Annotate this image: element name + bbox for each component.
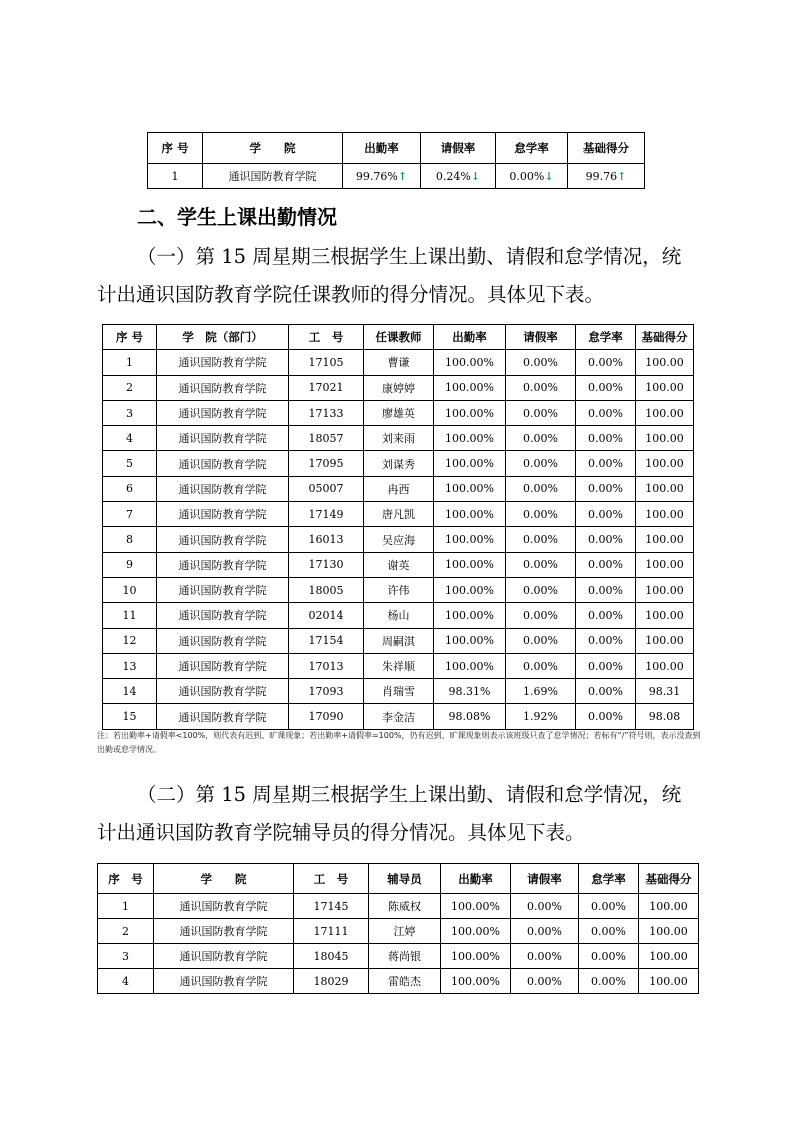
header-cell: 怠学率 bbox=[496, 133, 568, 164]
table-row bbox=[103, 679, 694, 704]
table-cell: 通识国防教育学院 bbox=[157, 603, 289, 628]
table-cell: 冉西 bbox=[364, 476, 434, 501]
table-cell: 5 bbox=[103, 451, 157, 476]
header-cell: 工 号 bbox=[294, 864, 369, 894]
table-cell: 通识国防教育学院 bbox=[157, 375, 289, 400]
table-cell: 8 bbox=[103, 527, 157, 552]
table-cell: 0.00% bbox=[576, 451, 636, 476]
table-cell: 通识国防教育学院 bbox=[157, 577, 289, 602]
table-cell: 14 bbox=[103, 679, 157, 704]
table-cell: 周嗣淇 bbox=[364, 628, 434, 653]
table-cell: 100.00 bbox=[639, 894, 699, 919]
table-row bbox=[103, 451, 694, 476]
table-cell: 100.00 bbox=[636, 375, 694, 400]
table-row bbox=[103, 628, 694, 653]
table-cell: 18029 bbox=[294, 969, 369, 994]
table-cell: 0.00% bbox=[576, 375, 636, 400]
header-cell: 出勤率 bbox=[441, 864, 511, 894]
table-cell: 通识国防教育学院 bbox=[157, 502, 289, 527]
table-cell: 0.00% bbox=[576, 527, 636, 552]
table-cell: 18005 bbox=[289, 577, 364, 602]
paragraph-text: （一）第 15 周星期三根据学生上课出勤、请假和怠学情况，统计出通识国防教育学院任课教师的得分情况。具体见下表。 bbox=[97, 245, 682, 306]
table-row bbox=[103, 653, 694, 678]
table-cell: 通识国防教育学院 bbox=[157, 350, 289, 375]
paragraph-counselors bbox=[97, 776, 697, 852]
header-cell: 请假率 bbox=[511, 864, 579, 894]
table-cell: 100.00% bbox=[441, 969, 511, 994]
table-header-row bbox=[148, 133, 645, 164]
footnote: 注：若出勤率+请假率<100%，则代表有迟到、旷课现象；若出勤率+请假率=100%，仍有迟到、旷课现象则表示该班级只查了怠学情况；若标有“/”符号则，表示没查到出勤或怠学情况。 bbox=[97, 731, 701, 754]
table-cell: 陈威权 bbox=[369, 894, 441, 919]
college-summary-table bbox=[147, 132, 645, 189]
table-cell: 15 bbox=[103, 704, 157, 729]
table-cell: 0.00% bbox=[511, 944, 579, 969]
table-cell: 100.00 bbox=[636, 552, 694, 577]
table-cell: 17105 bbox=[289, 350, 364, 375]
table-cell: 100.00 bbox=[639, 919, 699, 944]
table-cell: 100.00% bbox=[434, 502, 506, 527]
header-cell: 怠学率 bbox=[576, 325, 636, 350]
table-row bbox=[148, 164, 645, 189]
arrow-up-icon: ↑ bbox=[617, 169, 627, 183]
table-cell: 100.00 bbox=[636, 476, 694, 501]
table-cell: 6 bbox=[103, 476, 157, 501]
header-cell: 任课教师 bbox=[364, 325, 434, 350]
table-row bbox=[98, 969, 699, 994]
table-cell: 100.00% bbox=[434, 603, 506, 628]
table-cell: 100.00 bbox=[636, 426, 694, 451]
table-cell: 3 bbox=[103, 400, 157, 425]
table-cell: 100.00% bbox=[434, 400, 506, 425]
table-cell: 17021 bbox=[289, 375, 364, 400]
table-cell: 100.00 bbox=[636, 603, 694, 628]
table-cell: 0.00% bbox=[579, 894, 639, 919]
table-cell: 1 bbox=[98, 894, 154, 919]
header-cell: 序 号 bbox=[148, 133, 203, 164]
table-cell: 100.00 bbox=[636, 350, 694, 375]
table-cell: 通识国防教育学院 bbox=[157, 527, 289, 552]
table-row bbox=[103, 502, 694, 527]
table-cell: 0.00% bbox=[576, 350, 636, 375]
table-cell: 0.00% bbox=[576, 502, 636, 527]
table-cell: 4 bbox=[103, 426, 157, 451]
table-cell: 0.00% bbox=[576, 704, 636, 729]
table-cell: 通识国防教育学院 bbox=[157, 628, 289, 653]
table-cell: 17145 bbox=[294, 894, 369, 919]
table-cell: 100.00% bbox=[434, 577, 506, 602]
table-cell: 0.00% bbox=[506, 552, 576, 577]
table-cell: 0.00% bbox=[511, 919, 579, 944]
table-row bbox=[103, 577, 694, 602]
table-cell: 98.08 bbox=[636, 704, 694, 729]
table-cell: 17133 bbox=[289, 400, 364, 425]
header-cell: 辅导员 bbox=[369, 864, 441, 894]
table-cell: 100.00% bbox=[441, 919, 511, 944]
table-cell: 0.00% bbox=[579, 969, 639, 994]
table-cell: 许伟 bbox=[364, 577, 434, 602]
table-cell: 0.00% bbox=[579, 944, 639, 969]
table-cell: 0.00% bbox=[506, 375, 576, 400]
counselor-score-table bbox=[97, 863, 699, 994]
table-cell: 0.00% bbox=[511, 969, 579, 994]
table-row bbox=[103, 527, 694, 552]
table-cell: 1 bbox=[103, 350, 157, 375]
table-cell: 7 bbox=[103, 502, 157, 527]
table-cell: 李金洁 bbox=[364, 704, 434, 729]
table-cell: 16013 bbox=[289, 527, 364, 552]
table-cell: 17013 bbox=[289, 653, 364, 678]
table-cell: 17149 bbox=[289, 502, 364, 527]
table-cell: 0.00% bbox=[506, 577, 576, 602]
table-cell: 17130 bbox=[289, 552, 364, 577]
header-cell: 工 号 bbox=[289, 325, 364, 350]
leave-value: 0.24% bbox=[435, 169, 471, 183]
table-cell: 廖雄英 bbox=[364, 400, 434, 425]
table-cell: 通识国防教育学院 bbox=[154, 919, 294, 944]
header-cell: 出勤率 bbox=[343, 133, 421, 164]
table-cell: 0.00% bbox=[506, 628, 576, 653]
table-cell: 江婷 bbox=[369, 919, 441, 944]
table-row bbox=[98, 894, 699, 919]
table-cell: 98.31% bbox=[434, 679, 506, 704]
table-cell: 0.00% bbox=[506, 527, 576, 552]
table-row bbox=[103, 400, 694, 425]
table-cell: 100.00% bbox=[434, 451, 506, 476]
table-cell: 100.00% bbox=[434, 628, 506, 653]
teacher-score-table bbox=[102, 324, 694, 730]
table-row bbox=[103, 426, 694, 451]
table-cell: 17095 bbox=[289, 451, 364, 476]
table-cell: 0.00% bbox=[576, 603, 636, 628]
table-cell: 0.00% bbox=[576, 628, 636, 653]
table-cell: 98.31 bbox=[636, 679, 694, 704]
table-cell: 17111 bbox=[294, 919, 369, 944]
header-cell: 学 院 bbox=[154, 864, 294, 894]
table-row bbox=[103, 350, 694, 375]
counselor-table-body bbox=[98, 894, 699, 994]
table-cell: 18045 bbox=[294, 944, 369, 969]
table-cell: 0.00% bbox=[506, 476, 576, 501]
header-cell: 请假率 bbox=[506, 325, 576, 350]
table-cell: 17093 bbox=[289, 679, 364, 704]
table-cell: 0.00% bbox=[506, 426, 576, 451]
table-cell: 0.00% bbox=[506, 350, 576, 375]
table-cell: 100.00% bbox=[434, 476, 506, 501]
table-header-row bbox=[98, 864, 699, 894]
table-cell: 0.00% bbox=[576, 476, 636, 501]
header-cell: 基础得分 bbox=[639, 864, 699, 894]
table-row bbox=[98, 919, 699, 944]
table-cell: 2 bbox=[103, 375, 157, 400]
table-cell: 0.00% bbox=[511, 894, 579, 919]
table-cell: 0.00% bbox=[506, 451, 576, 476]
table-cell: 100.00 bbox=[636, 527, 694, 552]
table-cell: 17090 bbox=[289, 704, 364, 729]
table-cell: 0.00% bbox=[576, 577, 636, 602]
table-cell: 10 bbox=[103, 577, 157, 602]
table-cell: 曹谦 bbox=[364, 350, 434, 375]
table-row bbox=[103, 704, 694, 729]
table-cell: 100.00 bbox=[636, 628, 694, 653]
paragraph-teachers bbox=[97, 238, 697, 314]
table-cell: 0.00% bbox=[576, 653, 636, 678]
table-cell: 康婷婷 bbox=[364, 375, 434, 400]
leave-cell bbox=[421, 164, 496, 189]
table-cell: 3 bbox=[98, 944, 154, 969]
section-title: 二、学生上课出勤情况 bbox=[137, 205, 337, 229]
arrow-down-icon: ↓ bbox=[470, 169, 481, 183]
row-number: 1 bbox=[148, 164, 203, 189]
header-cell: 基础得分 bbox=[568, 133, 645, 164]
college-name: 通识国防教育学院 bbox=[203, 164, 343, 189]
table-cell: 100.00 bbox=[636, 451, 694, 476]
table-cell: 吴应海 bbox=[364, 527, 434, 552]
header-cell: 出勤率 bbox=[434, 325, 506, 350]
table-cell: 100.00% bbox=[434, 527, 506, 552]
table-cell: 雷皓杰 bbox=[369, 969, 441, 994]
teacher-table-body bbox=[103, 350, 694, 729]
table-cell: 通识国防教育学院 bbox=[157, 552, 289, 577]
score-value: 99.76 bbox=[585, 169, 618, 183]
table-cell: 杨山 bbox=[364, 603, 434, 628]
table-cell: 刘谋秀 bbox=[364, 451, 434, 476]
table-cell: 100.00 bbox=[636, 653, 694, 678]
table-cell: 13 bbox=[103, 653, 157, 678]
table-header-row bbox=[103, 325, 694, 350]
table-cell: 唐凡凯 bbox=[364, 502, 434, 527]
table-row bbox=[103, 552, 694, 577]
truancy-value: 0.00% bbox=[509, 169, 545, 183]
score-cell bbox=[568, 164, 645, 189]
table-cell: 0.00% bbox=[576, 679, 636, 704]
table-cell: 朱祥顺 bbox=[364, 653, 434, 678]
truancy-cell bbox=[496, 164, 568, 189]
header-cell: 学 院 bbox=[203, 133, 343, 164]
table-row bbox=[103, 476, 694, 501]
table-cell: 通识国防教育学院 bbox=[157, 476, 289, 501]
table-cell: 刘来雨 bbox=[364, 426, 434, 451]
table-cell: 通识国防教育学院 bbox=[154, 894, 294, 919]
table-cell: 0.00% bbox=[506, 502, 576, 527]
table-cell: 通识国防教育学院 bbox=[157, 679, 289, 704]
header-cell: 基础得分 bbox=[636, 325, 694, 350]
table-cell: 通识国防教育学院 bbox=[157, 653, 289, 678]
table-cell: 通识国防教育学院 bbox=[157, 704, 289, 729]
table-cell: 0.00% bbox=[579, 919, 639, 944]
table-cell: 0.00% bbox=[576, 426, 636, 451]
table-cell: 0.00% bbox=[576, 400, 636, 425]
table-cell: 0.00% bbox=[506, 603, 576, 628]
table-cell: 12 bbox=[103, 628, 157, 653]
table-cell: 0.00% bbox=[506, 400, 576, 425]
table-cell: 11 bbox=[103, 603, 157, 628]
table-row bbox=[103, 603, 694, 628]
table-cell: 100.00% bbox=[434, 350, 506, 375]
arrow-down-icon: ↓ bbox=[544, 169, 554, 183]
table-cell: 100.00% bbox=[434, 653, 506, 678]
attendance-value: 99.76% bbox=[355, 169, 398, 183]
table-cell: 100.00% bbox=[434, 552, 506, 577]
table-row bbox=[103, 375, 694, 400]
header-cell: 序 号 bbox=[98, 864, 154, 894]
table-cell: 100.00 bbox=[639, 944, 699, 969]
table-cell: 通识国防教育学院 bbox=[157, 451, 289, 476]
table-cell: 100.00 bbox=[636, 577, 694, 602]
header-cell: 序 号 bbox=[103, 325, 157, 350]
table-cell: 通识国防教育学院 bbox=[154, 969, 294, 994]
table-cell: 1.69% bbox=[506, 679, 576, 704]
table-cell: 9 bbox=[103, 552, 157, 577]
table-cell: 100.00% bbox=[434, 375, 506, 400]
table-cell: 100.00 bbox=[639, 969, 699, 994]
table-cell: 100.00% bbox=[441, 944, 511, 969]
table-cell: 谢英 bbox=[364, 552, 434, 577]
table-cell: 0.00% bbox=[506, 653, 576, 678]
table-cell: 17154 bbox=[289, 628, 364, 653]
table-cell: 100.00 bbox=[636, 400, 694, 425]
table-cell: 通识国防教育学院 bbox=[157, 426, 289, 451]
header-cell: 请假率 bbox=[421, 133, 496, 164]
table-cell: 4 bbox=[98, 969, 154, 994]
header-cell: 怠学率 bbox=[579, 864, 639, 894]
table-cell: 1.92% bbox=[506, 704, 576, 729]
attendance-cell bbox=[343, 164, 421, 189]
table-cell: 通识国防教育学院 bbox=[157, 400, 289, 425]
header-cell: 学 院（部门） bbox=[157, 325, 289, 350]
table-cell: 100.00 bbox=[636, 502, 694, 527]
paragraph-text: （二）第 15 周星期三根据学生上课出勤、请假和怠学情况，统计出通识国防教育学院辅导员的得分情况。具体见下表。 bbox=[97, 783, 682, 844]
table-cell: 02014 bbox=[289, 603, 364, 628]
table-row bbox=[98, 944, 699, 969]
table-cell: 肖瑞雪 bbox=[364, 679, 434, 704]
table-cell: 100.00% bbox=[434, 426, 506, 451]
arrow-up-icon: ↑ bbox=[397, 169, 408, 183]
table-cell: 蒋尚银 bbox=[369, 944, 441, 969]
table-cell: 100.00% bbox=[441, 894, 511, 919]
table-cell: 05007 bbox=[289, 476, 364, 501]
table-cell: 0.00% bbox=[576, 552, 636, 577]
table-cell: 18057 bbox=[289, 426, 364, 451]
table-cell: 通识国防教育学院 bbox=[154, 944, 294, 969]
table-cell: 2 bbox=[98, 919, 154, 944]
table-cell: 98.08% bbox=[434, 704, 506, 729]
